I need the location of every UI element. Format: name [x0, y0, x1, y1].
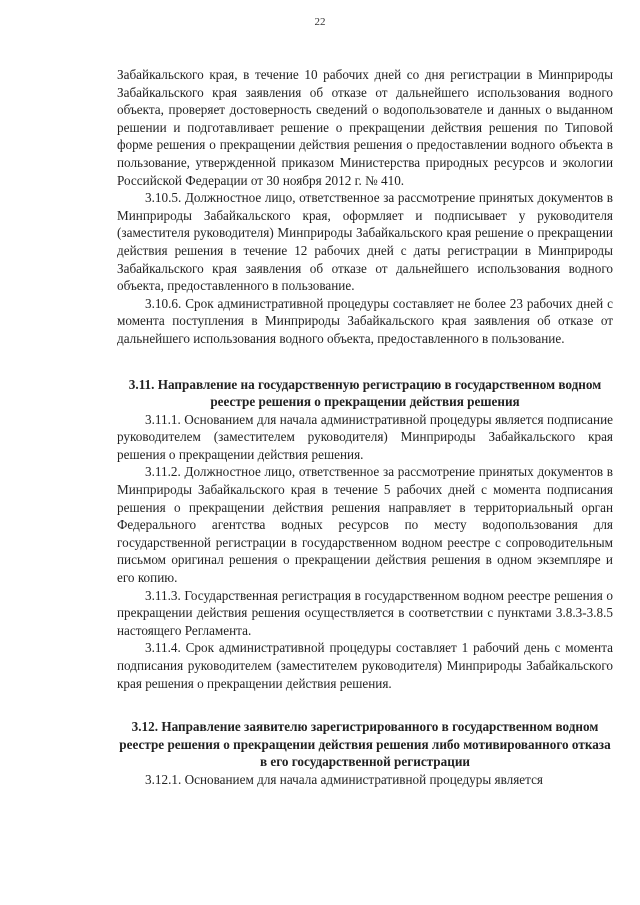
section-heading-3-11: 3.11. Направление на государственную регистрацию в государственном водном реестре решения о прекращении действия решения [128, 376, 602, 410]
paragraph: 3.11.3. Государственная регистрация в государственном водном реестре решения о прекращении действия решения осуществляется в соответствии с пунктами 3.8.3-3.8.5 настоящего Регламента. [117, 587, 613, 638]
section-spacer [117, 348, 613, 376]
section-spacer [117, 692, 613, 718]
paragraph: 3.11.2. Должностное лицо, ответственное за рассмотрение принятых документов в Минприроды Забайкальского края в течение 5 рабочих дней с момента подписания решения о прекращении действия решения направляет в территориальный орган Федерального агентства водных ресурсов по месту водопользования для государственной регистрации в государственном водном реестре с сопроводительным письмом оригинал решения о прекращении действия решения в одном экземпляре и его копию. [117, 464, 613, 586]
paragraph: 3.11.4. Срок административной процедуры составляет 1 рабочий день с момента подписания руководителем (заместителем руководителя) Минприроды Забайкальского края решения о прекращении действия решения. [117, 640, 613, 691]
paragraph: 3.12.1. Основанием для начала административной процедуры является [145, 771, 543, 787]
paragraph: 3.11.1. Основанием для начала административной процедуры является подписание руководителем (заместителем руководителя) Минприроды Забайкальского края решения о прекращении действия решения. [117, 411, 613, 462]
paragraph: 3.10.5. Должностное лицо, ответственное за рассмотрение принятых документов в Минприроды Забайкальского края, оформляет и подписывает у руководителя (заместителя руководителя) Минприроды Забайкальского края решение о прекращении действия решения в течение 12 рабочих дней с даты регистрации в Минприроды Забайкальского края заявления об отказе от дальнейшего использования водного объекта, предоставленного в пользование. [117, 190, 613, 294]
paragraph: 3.10.6. Срок административной процедуры составляет не более 23 рабочих дней с момента поступления в Минприроды Забайкальского края заявления об отказе от дальнейшего использования водного объекта, предоставленного в пользование. [117, 295, 613, 346]
section-heading-3-12: 3.12. Направление заявителю зарегистрированного в государственном водном реестре решения о прекращении действия решения либо мотивированного отказа в его государственной регистрации [119, 719, 611, 770]
page-number: 22 [314, 16, 326, 28]
paragraph: Забайкальского края, в течение 10 рабочих дней со дня регистрации в Минприроды Забайкальского края заявления об отказе от дальнейшего использования водного объекта, проверяет достоверность сведений о водопользователе и данных о выданном решении и подготавливает решение о прекращении действия решения по Типовой форме решения о прекращении действия решения о предоставлении водного объекта в пользование, утвержденной приказом Министерства природных ресурсов и экологии Российской Федерации от 30 ноября 2012 г. № 410. [117, 67, 613, 188]
document-body [117, 66, 613, 789]
